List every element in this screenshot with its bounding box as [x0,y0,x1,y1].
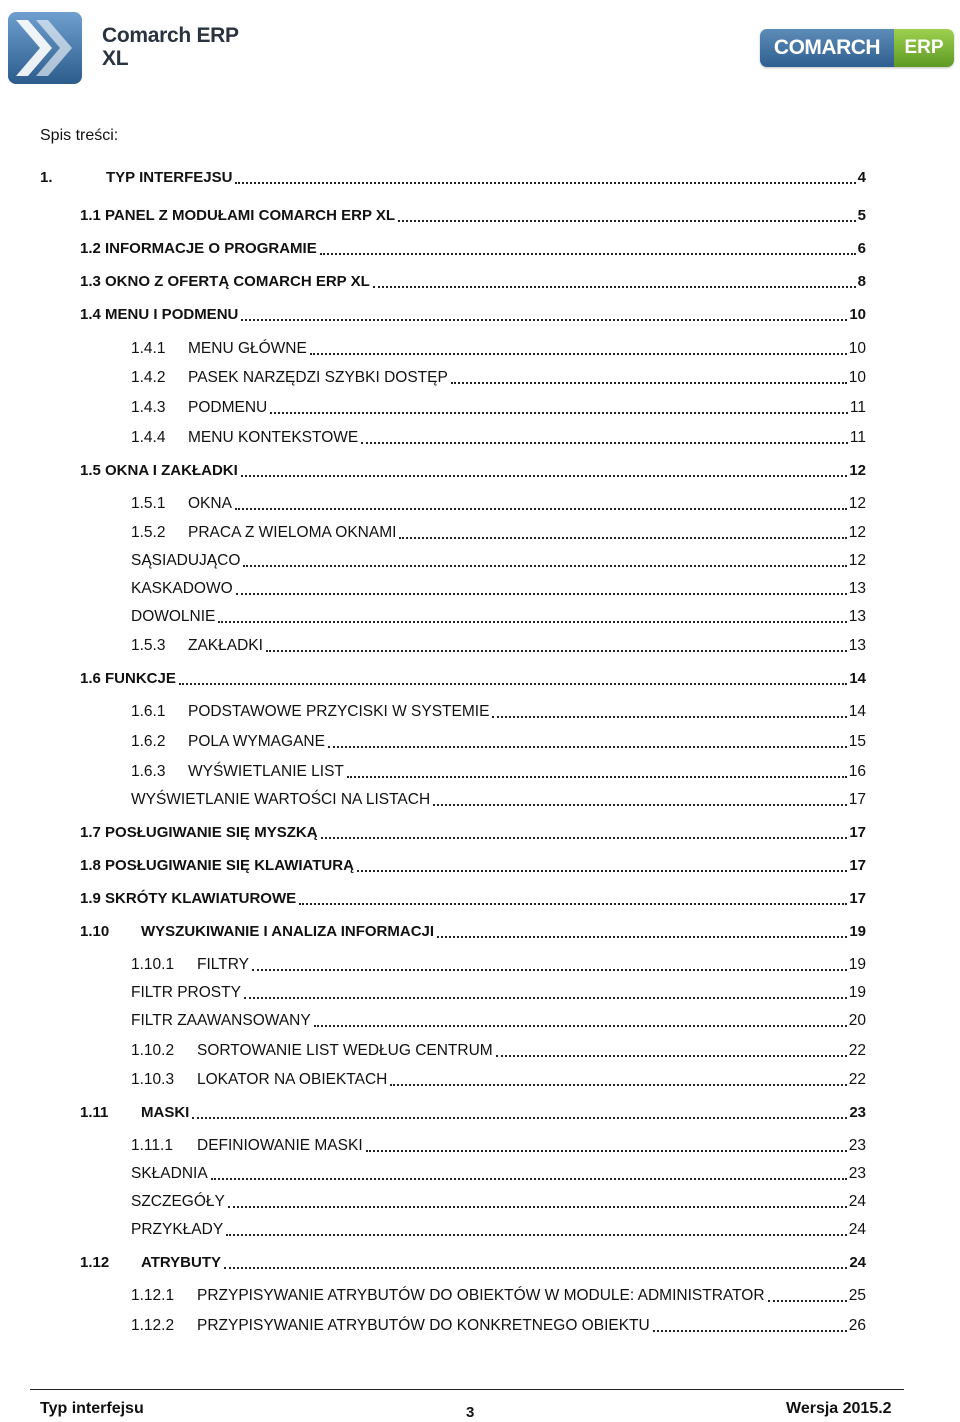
toc-entry-page: 17 [848,791,866,808]
toc-leader-dots [361,442,848,444]
toc-entry-title: SZCZEGÓŁY [131,1193,225,1210]
toc-entry-page: 14 [849,670,866,687]
toc-entry-number: 1.10.1 [131,956,175,973]
toc-leader-dots [243,565,846,567]
toc-entry-title: ZAKŁADKI [188,637,263,654]
toc-entry[interactable] [131,636,866,656]
toc-leader-dots [399,537,846,539]
toc-entry[interactable] [131,732,866,752]
toc-entry[interactable] [80,239,866,259]
toc-leader-dots [235,508,847,510]
toc-entry[interactable] [80,1253,866,1273]
toc-entry-page: 11 [849,429,866,446]
toc-leader-dots [398,220,856,222]
toc-entry-number: 1.4.2 [131,369,166,386]
toc-entry-title: PRZYKŁADY [131,1221,224,1238]
toc-entry-title: WYSZUKIWANIE I ANALIZA INFORMACJI [141,923,435,940]
toc-leader-dots [241,319,847,321]
toc-entry[interactable] [131,955,866,975]
toc-leader-dots [244,997,847,999]
toc-entry-title: 1.6 FUNKCJE [80,670,176,687]
toc-entry-number: 1.5.1 [131,495,166,512]
toc-entry-title: WYŚWIETLANIE WARTOŚCI NA LISTACH [131,791,431,808]
toc-entry-title: PASEK NARZĘDZI SZYBKI DOSTĘP [188,369,448,386]
toc-leader-dots [236,593,847,595]
toc-entry-title: SKŁADNIA [131,1165,208,1182]
toc-entry-page: 16 [848,763,866,780]
toc-entry-page: 12 [848,552,866,569]
toc-entry[interactable] [80,461,866,481]
toc-entry-title: MENU KONTEKSTOWE [188,429,359,446]
toc-entry[interactable] [80,1103,866,1123]
footer-divider [30,1389,904,1390]
toc-entry-page: 13 [848,608,866,625]
toc-leader-dots [314,1025,847,1027]
toc-entry[interactable] [80,272,866,292]
toc-entry-page: 20 [848,1012,866,1029]
toc-entry-number: 1.12 [80,1254,110,1271]
toc-entry[interactable] [131,1192,866,1212]
toc-entry-page: 23 [848,1165,866,1182]
toc-entry-number: 1. [40,169,53,186]
toc-entry-title: PRACA Z WIELOMA OKNAMI [188,524,397,541]
toc-entry-number: 1.6.1 [131,703,166,720]
toc-entry[interactable] [131,1164,866,1184]
toc-entry-title: POLA WYMAGANE [188,733,325,750]
toc-entry-title: DEFINIOWANIE MASKI [197,1137,363,1154]
toc-entry-page: 11 [849,399,866,416]
toc-entry[interactable] [80,823,866,843]
comarch-erp-brand-logo [760,29,954,67]
toc-entry[interactable] [80,305,866,325]
toc-leader-dots [347,776,847,778]
toc-entry-page: 25 [848,1287,866,1304]
toc-entry-page: 10 [848,369,866,386]
toc-entry-page: 8 [857,273,866,290]
toc-entry-number: 1.5.3 [131,637,166,654]
toc-entry-title: 1.1 PANEL Z MODUŁAMI COMARCH ERP XL [80,207,396,224]
toc-entry-number: 1.11.1 [131,1137,173,1154]
toc-leader-dots [366,1150,847,1152]
toc-entry-number: 1.10 [80,923,110,940]
toc-entry-title: TYP INTERFEJSU [106,169,233,186]
toc-entry-page: 23 [848,1137,866,1154]
toc-leader-dots [357,870,847,872]
toc-entry[interactable] [131,1136,866,1156]
toc-entry-number: 1.6.3 [131,763,166,780]
toc-leader-dots [373,286,856,288]
product-title [102,24,239,70]
toc-entry[interactable] [40,168,866,188]
toc-heading: Spis treści: [40,127,119,144]
toc-leader-dots [299,903,847,905]
toc-entry-number: 1.10.2 [131,1042,175,1059]
toc-entry[interactable] [80,856,866,876]
toc-entry-page: 17 [849,890,866,907]
toc-entry-page: 5 [857,207,866,224]
brand-erp-text: ERP [894,29,954,67]
toc-entry-page: 26 [848,1317,866,1334]
footer-version: Wersja 2015.2 [786,1400,892,1417]
toc-entry-number: 1.4.4 [131,429,166,446]
toc-entry-title: 1.3 OKNO Z OFERTĄ COMARCH ERP XL [80,273,370,290]
toc-leader-dots [492,716,846,718]
toc-entry-number: 1.12.1 [131,1287,175,1304]
toc-entry-number: 1.12.2 [131,1317,175,1334]
toc-entry-title: MASKI [141,1104,190,1121]
toc-entry[interactable] [131,579,866,599]
footer-page-number: 3 [466,1404,475,1421]
toc-entry-number: 1.10.3 [131,1071,175,1088]
toc-entry-title: SORTOWANIE LIST WEDŁUG CENTRUM [197,1042,493,1059]
toc-entry-page: 15 [848,733,866,750]
toc-entry[interactable] [131,702,866,722]
toc-leader-dots [224,1267,847,1269]
toc-leader-dots [266,650,847,652]
toc-leader-dots [241,475,848,477]
toc-entry-page: 19 [848,956,866,973]
toc-entry-page: 17 [849,824,866,841]
toc-entry-page: 24 [849,1254,866,1271]
comarch-erp-xl-logo-icon [8,12,82,84]
toc-leader-dots [321,837,848,839]
toc-entry-number: 1.6.2 [131,733,166,750]
toc-entry[interactable] [131,762,866,782]
toc-leader-dots [768,1300,847,1302]
toc-entry[interactable] [131,523,866,543]
toc-entry[interactable] [131,1316,866,1336]
toc-entry-title: FILTRY [197,956,249,973]
toc-entry-page: 12 [848,524,866,541]
brand-comarch-text: COMARCH [760,29,894,67]
toc-entry-title: OKNA [188,495,232,512]
toc-leader-dots [228,1206,847,1208]
toc-entry-title: 1.2 INFORMACJE O PROGRAMIE [80,240,317,257]
toc-entry-page: 22 [848,1042,866,1059]
toc-leader-dots [328,746,847,748]
toc-entry-number: 1.5.2 [131,524,166,541]
toc-entry-number: 1.11 [80,1104,109,1121]
toc-entry-title: 1.9 SKRÓTY KLAWIATUROWE [80,890,297,907]
toc-entry[interactable] [131,1011,866,1031]
toc-entry-title: PRZYPISYWANIE ATRYBUTÓW DO OBIEKTÓW W MODULE: ADMINISTRATOR [197,1287,765,1304]
toc-entry-page: 17 [849,857,866,874]
toc-entry-page: 10 [848,340,866,357]
toc-entry[interactable] [131,368,866,388]
toc-entry-page: 13 [848,637,866,654]
toc-leader-dots [390,1084,846,1086]
toc-entry[interactable] [80,669,866,689]
toc-entry-page: 4 [857,169,866,186]
toc-entry-page: 24 [848,1193,866,1210]
product-title-line2: XL [102,47,129,70]
toc-entry-title: LOKATOR NA OBIEKTACH [197,1071,388,1088]
toc-entry-page: 19 [848,984,866,1001]
toc-entry-title: PODMENU [188,399,268,416]
toc-leader-dots [433,804,847,806]
toc-entry-number: 1.4.3 [131,399,166,416]
toc-entry-page: 22 [848,1071,866,1088]
toc-entry[interactable] [80,206,866,226]
toc-leader-dots [437,936,847,938]
toc-entry-title: FILTR ZAAWANSOWANY [131,1012,311,1029]
toc-entry[interactable] [131,551,866,571]
toc-entry[interactable] [131,1220,866,1240]
toc-entry-title: ATRYBUTY [141,1254,221,1271]
toc-entry[interactable] [131,494,866,514]
toc-leader-dots [320,253,856,255]
toc-entry-page: 19 [849,923,866,940]
toc-entry[interactable] [131,1286,866,1306]
toc-entry[interactable] [131,398,866,418]
toc-entry[interactable] [131,428,866,448]
toc-leader-dots [310,353,847,355]
toc-entry-page: 10 [849,306,866,323]
toc-entry[interactable] [131,339,866,359]
toc-entry-title: 1.4 MENU I PODMENU [80,306,239,323]
toc-leader-dots [179,683,847,685]
toc-entry-title: 1.7 POSŁUGIWANIE SIĘ MYSZKĄ [80,824,318,841]
toc-entry-title: WYŚWIETLANIE LIST [188,763,344,780]
toc-entry-page: 23 [849,1104,866,1121]
product-title-line1: Comarch ERP [102,24,239,47]
toc-leader-dots [653,1330,847,1332]
footer-section-title: Typ interfejsu [40,1400,144,1417]
toc-entry-title: PODSTAWOWE PRZYCISKI W SYSTEMIE [188,703,490,720]
toc-entry[interactable] [131,1070,866,1090]
toc-entry[interactable] [131,1041,866,1061]
toc-entry[interactable] [131,790,866,810]
toc-entry-page: 12 [849,462,866,479]
toc-leader-dots [235,182,855,184]
toc-entry-title: KASKADOWO [131,580,233,597]
toc-leader-dots [226,1234,847,1236]
toc-entry-title: SĄSIADUJĄCO [131,552,241,569]
toc-entry-title: DOWOLNIE [131,608,216,625]
toc-leader-dots [192,1117,847,1119]
toc-entry[interactable] [80,889,866,909]
toc-leader-dots [211,1178,847,1180]
toc-entry-page: 24 [848,1221,866,1238]
toc-leader-dots [496,1055,847,1057]
toc-leader-dots [252,969,847,971]
toc-entry[interactable] [80,922,866,942]
toc-entry[interactable] [131,607,866,627]
toc-entry-page: 14 [848,703,866,720]
toc-entry-title: FILTR PROSTY [131,984,241,1001]
toc-entry-title: MENU GŁÓWNE [188,340,307,357]
toc-entry-page: 6 [857,240,866,257]
toc-leader-dots [270,412,848,414]
toc-leader-dots [218,621,846,623]
toc-leader-dots [451,382,847,384]
toc-entry[interactable] [131,983,866,1003]
toc-entry-title: 1.8 POSŁUGIWANIE SIĘ KLAWIATURĄ [80,857,354,874]
toc-entry-title: 1.5 OKNA I ZAKŁADKI [80,462,238,479]
toc-entry-title: PRZYPISYWANIE ATRYBUTÓW DO KONKRETNEGO OBIEKTU [197,1317,650,1334]
toc-entry-page: 12 [848,495,866,512]
toc-entry-page: 13 [848,580,866,597]
toc-entry-number: 1.4.1 [131,340,166,357]
